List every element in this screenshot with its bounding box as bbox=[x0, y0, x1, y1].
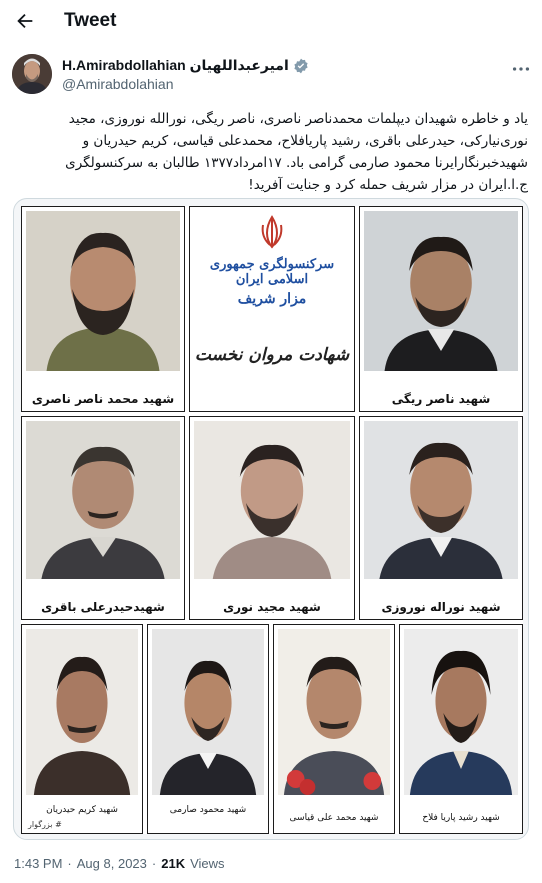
portrait-caption: شهید محمد علی قیاسی bbox=[289, 813, 379, 823]
author-handle[interactable]: @Amirabdolahian bbox=[62, 76, 174, 92]
tweet-media[interactable] bbox=[13, 198, 529, 840]
portrait-photo bbox=[26, 629, 138, 795]
portrait-card bbox=[359, 206, 523, 412]
back-button[interactable] bbox=[14, 10, 36, 32]
tweet-author bbox=[12, 54, 532, 98]
portrait-photo bbox=[364, 211, 518, 371]
portrait-card bbox=[21, 206, 185, 412]
portrait-photo bbox=[404, 629, 518, 795]
author-name-row[interactable] bbox=[62, 57, 309, 74]
consulate-emblem bbox=[190, 207, 354, 411]
meta-separator: · bbox=[67, 856, 72, 871]
portrait-photo bbox=[152, 629, 264, 795]
author-name[interactable]: H.Amirabdollahian امیرعبداللهیان bbox=[62, 57, 289, 73]
portrait-photo bbox=[26, 211, 180, 371]
verified-badge-icon bbox=[293, 58, 309, 74]
emblem-card bbox=[189, 206, 355, 412]
portrait-caption: شهید رشید پاریا فلاح bbox=[422, 813, 500, 823]
portrait-card bbox=[21, 624, 143, 834]
portrait-photo bbox=[278, 629, 390, 795]
tweet-text: یاد و خاطره شهیدان دیپلمات محمدناصر ناصری، ناصر ریگی، نورالله نوروزی، مجید نوری‌نیارکی، حیدرعلی باقری، رشید پاریافلاح، محمدعلی قیاسی، کریم حیدریان و شهیدخبرنگارایرنا محمود صارمی گرامی باد. ۱۷امرداد۱۳۷۷ طالبان به سرکنسولگری ج.ا.ایران در مزار شریف حمله کرد و جنایت آفرید! bbox=[65, 111, 528, 193]
avatar-image bbox=[12, 54, 52, 94]
portrait-photo bbox=[194, 421, 350, 579]
tweet-time[interactable]: 1:43 PM bbox=[14, 856, 63, 871]
avatar[interactable] bbox=[12, 54, 52, 94]
views-label: Views bbox=[190, 856, 225, 871]
meta-separator: · bbox=[151, 856, 157, 871]
emblem-line1: سرکنسولگری جمهوری اسلامی ایران bbox=[209, 257, 335, 287]
more-horizontal-icon bbox=[510, 58, 532, 80]
portrait-note: # بزرگوار bbox=[28, 820, 62, 829]
portrait-card bbox=[273, 624, 395, 834]
portrait-caption: شهید کریم حیدریان bbox=[46, 805, 118, 815]
portrait-card bbox=[189, 416, 355, 620]
portrait-caption: شهیدحیدرعلی باقری bbox=[41, 600, 165, 614]
portrait-caption: شهید محمد ناصر ناصری bbox=[31, 392, 175, 406]
portrait-photo bbox=[26, 421, 180, 579]
portrait-card bbox=[399, 624, 523, 834]
page-title: Tweet bbox=[64, 10, 117, 31]
tweet-date[interactable]: Aug 8, 2023 bbox=[76, 856, 147, 871]
portrait-card bbox=[21, 416, 185, 620]
portrait-caption: شهید محمود صارمی bbox=[169, 805, 247, 815]
portrait-caption: شهید مجید نوری bbox=[223, 600, 321, 614]
memorial-poster bbox=[21, 206, 523, 834]
views-count: 21K bbox=[161, 856, 186, 871]
emblem-line3: شهادت مروان نخست bbox=[194, 345, 350, 365]
portrait-photo bbox=[364, 421, 518, 579]
emblem-line2: مزار شریف bbox=[237, 291, 307, 307]
tweet-meta bbox=[14, 856, 225, 871]
portrait-card bbox=[359, 416, 523, 620]
portrait-caption: شهید ناصر ریگی bbox=[391, 392, 491, 406]
top-bar bbox=[0, 0, 542, 44]
iran-emblem-icon bbox=[260, 215, 284, 249]
arrow-left-icon bbox=[14, 10, 36, 32]
more-options-button[interactable] bbox=[510, 58, 532, 80]
portrait-caption: شهید نوراله نوروزی bbox=[381, 600, 501, 614]
portrait-card bbox=[147, 624, 269, 834]
